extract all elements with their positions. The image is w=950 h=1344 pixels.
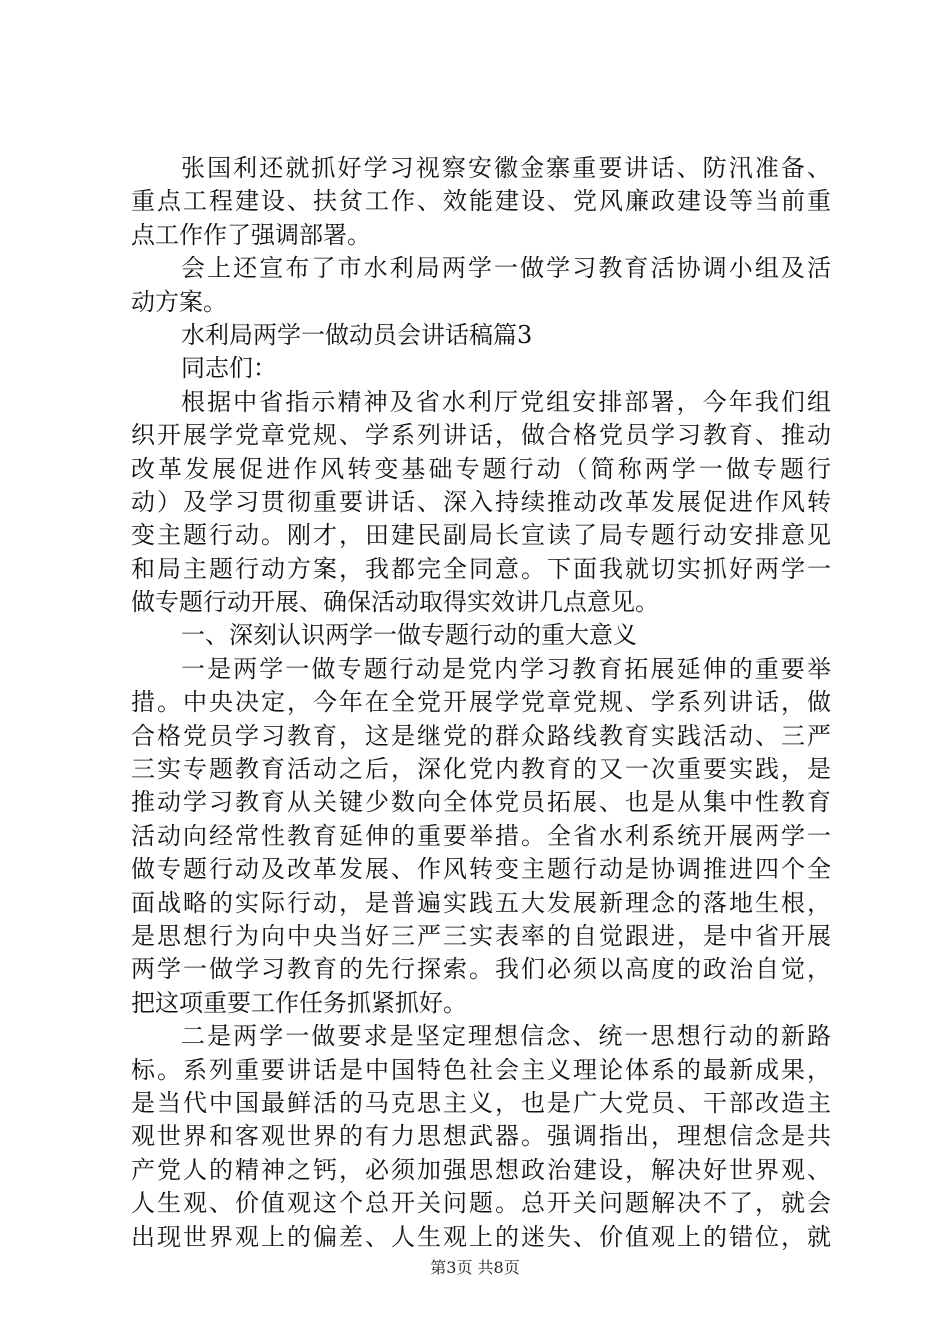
text-line: 改革发展促进作风转变基础专题行动（简称两学一做专题行: [131, 454, 831, 483]
text-line: 和局主题行动方案，我都完全同意。下面我就切实抓好两学一: [131, 554, 831, 583]
text-line: 把这项重要工作任务抓紧抓好。: [131, 988, 467, 1017]
text-line: 产党人的精神之钙，必须加强思想政治建设，解决好世界观、: [131, 1155, 831, 1184]
text-line: 面战略的实际行动，是普遍实践五大发展新理念的落地生根，: [131, 888, 831, 917]
text-line: 合格党员学习教育，这是继党的群众路线教育实践活动、三严: [131, 721, 831, 750]
text-line: 做专题行动及改革发展、作风转变主题行动是协调推进四个全: [131, 855, 831, 884]
text-line: 人生观、价值观这个总开关问题。总开关问题解决不了，就会: [131, 1189, 831, 1218]
text-line: 一、深刻认识两学一做专题行动的重大意义: [181, 621, 637, 650]
text-line: 是当代中国最鲜活的马克思主义，也是广大党员、干部改造主: [131, 1088, 831, 1117]
text-line: 会上还宣布了市水利局两学一做学习教育活协调小组及活: [181, 254, 831, 283]
text-line: 重点工程建设、扶贫工作、效能建设、党风廉政建设等当前重: [131, 187, 831, 216]
text-line: 是思想行为向中央当好三严三实表率的自觉跟进，是中省开展: [131, 921, 831, 950]
text-line: 三实专题教育活动之后，深化党内教育的又一次重要实践，是: [131, 755, 831, 784]
text-line: 推动学习教育从关键少数向全体党员拓展、也是从集中性教育: [131, 788, 831, 817]
text-line: 变主题行动。刚才，田建民副局长宣读了局专题行动安排意见: [131, 521, 831, 550]
text-line: 动）及学习贯彻重要讲话、深入持续推动改革发展促进作风转: [131, 487, 831, 516]
text-line: 出现世界观上的偏差、人生观上的迷失、价值观上的错位，就: [131, 1222, 831, 1251]
text-line: 一是两学一做专题行动是党内学习教育拓展延伸的重要举: [181, 654, 831, 683]
text-line: 根据中省指示精神及省水利厅党组安排部署，今年我们组: [181, 387, 831, 416]
text-line: 活动向经常性教育延伸的重要举措。全省水利系统开展两学一: [131, 821, 831, 850]
text-line: 张国利还就抓好学习视察安徽金寨重要讲话、防汛准备、: [181, 154, 831, 182]
text-line: 观世界和客观世界的有力思想武器。强调指出，理想信念是共: [131, 1122, 831, 1151]
page-footer: [0, 1255, 950, 1278]
text-line: 同志们：: [181, 354, 277, 383]
text-line: 两学一做学习教育的先行探索。我们必须以高度的政治自觉，: [131, 955, 831, 984]
text-line: 标。系列重要讲话是中国特色社会主义理论体系的最新成果，: [131, 1055, 831, 1084]
text-line: 织开展学党章党规、学系列讲话，做合格党员学习教育、推动: [131, 421, 831, 450]
page-number-label: 第3页 共8页: [430, 1258, 520, 1277]
text-line: 点工作作了强调部署。: [131, 220, 371, 249]
text-line: 水利局两学一做动员会讲话稿篇3: [181, 320, 533, 349]
document-body: [131, 152, 831, 1254]
text-line: 二是两学一做要求是坚定理想信念、统一思想行动的新路: [181, 1022, 831, 1051]
text-line: 做专题行动开展、确保活动取得实效讲几点意见。: [131, 588, 659, 617]
text-line: 措。中央决定，今年在全党开展学党章党规、学系列讲话，做: [131, 688, 831, 717]
text-line: 动方案。: [131, 287, 227, 316]
